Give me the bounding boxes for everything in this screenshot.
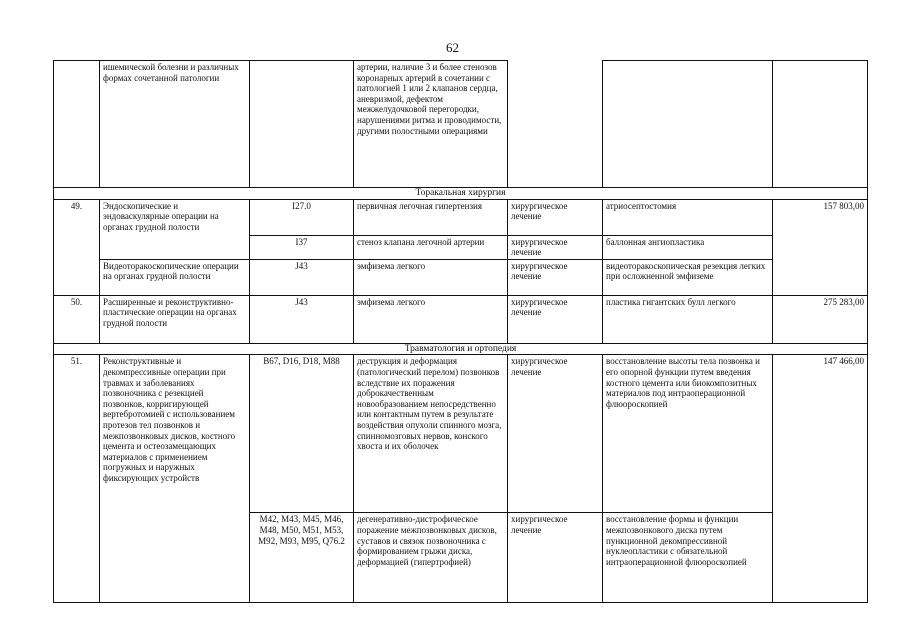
medical-care-table <box>53 60 868 603</box>
service-name-cell: Видеоторакоскопические операции на органах грудной полости <box>100 259 250 295</box>
treatment-method-cell: восстановление формы и функции межпозвонкового диска путем пункционной декомпрессивной нуклеопластики с обязательной интраоперационной флюороскопией <box>603 513 773 603</box>
table-row <box>54 199 868 235</box>
patient-model-cell: стеноз клапана легочной артерии <box>354 235 508 259</box>
icd-code-cell: I37 <box>250 235 354 259</box>
row-number-cell: 49. <box>54 199 100 295</box>
treatment-type-cell <box>508 61 603 188</box>
treatment-type-cell: хирургическое лечение <box>508 513 603 603</box>
treatment-method-cell: восстановление высоты тела позвонка и его опорной функции путем введения костного цемента или биокомпозитных материалов под интраоперационной флюороскопией <box>603 355 773 513</box>
icd-code-cell <box>250 61 354 188</box>
treatment-type-cell: хирургическое лечение <box>508 235 603 259</box>
section-title: Торакальная хирургия <box>54 188 868 200</box>
section-header-row <box>54 343 868 355</box>
price-cell <box>773 61 868 188</box>
treatment-method-cell: атриосептостомия <box>603 199 773 235</box>
patient-model-cell: эмфизема легкого <box>354 295 508 343</box>
price-cell: 147 466,00 <box>773 355 868 603</box>
table-row <box>54 295 868 343</box>
table-row <box>54 355 868 513</box>
treatment-type-cell: хирургическое лечение <box>508 199 603 235</box>
price-cell: 157 803,00 <box>773 199 868 295</box>
row-number-cell <box>54 61 100 188</box>
section-title: Травматология и ортопедия <box>54 343 868 355</box>
service-name-cell: Эндоскопические и эндоваскулярные операции на органах грудной полости <box>100 199 250 259</box>
treatment-method-cell: пластика гигантских булл легкого <box>603 295 773 343</box>
icd-code-cell: I27.0 <box>250 199 354 235</box>
icd-code-cell: J43 <box>250 295 354 343</box>
treatment-method-cell <box>603 61 773 188</box>
patient-model-cell: эмфизема легкого <box>354 259 508 295</box>
icd-code-cell: J43 <box>250 259 354 295</box>
row-number-cell: 50. <box>54 295 100 343</box>
icd-code-cell: B67, D16, D18, M88 <box>250 355 354 513</box>
icd-code-cell: M42, M43, M45, M46, M48, M50, M51, M53, M92, M93, M95, Q76.2 <box>250 513 354 603</box>
service-name-cell: ишемической болезни и различных формах сочетанной патологии <box>100 61 250 188</box>
treatment-type-cell: хирургическое лечение <box>508 295 603 343</box>
patient-model-cell: дегенеративно-дистрофическое поражение межпозвонковых дисков, суставов и связок позвоночника с формированием грыжи диска, деформацией (гипертрофией) <box>354 513 508 603</box>
service-name-cell: Расширенные и реконструктивно-пластические операции на органах грудной полости <box>100 295 250 343</box>
section-header-row <box>54 188 868 200</box>
treatment-type-cell: хирургическое лечение <box>508 355 603 513</box>
price-cell: 275 283,00 <box>773 295 868 343</box>
treatment-method-cell: баллонная ангиопластика <box>603 235 773 259</box>
table-row <box>54 259 868 295</box>
treatment-method-cell: видеоторакоскопическая резекция легких при осложненной эмфиземе <box>603 259 773 295</box>
patient-model-cell: артерии, наличие 3 и более стенозов коронарных артерий в сочетании с патологией 1 или 2 клапанов сердца, аневризмой, дефектом межжелудочковой перегородки, нарушениями ритма и проводимости, другими полостными операциями <box>354 61 508 188</box>
table-row <box>54 61 868 188</box>
page-number: 62 <box>446 40 459 55</box>
patient-model-cell: деструкция и деформация (патологический перелом) позвонков вследствие их поражения доброкачественным новообразованием непосредственно или контактным путем в результате воздействия опухоли спинного мозга, спинномозговых нервов, конского хвоста и их оболочек <box>354 355 508 513</box>
row-number-cell: 51. <box>54 355 100 603</box>
treatment-type-cell: хирургическое лечение <box>508 259 603 295</box>
service-name-cell: Реконструктивные и декомпрессивные операции при травмах и заболеваниях позвоночника с резекцией позвонков, корригирующей вертебротомией с использованием протезов тел позвонков и межпозвонковых дисков, костного цемента и остеозамещающих материалов с применением погружных и наружных фиксирующих устройств <box>100 355 250 603</box>
patient-model-cell: первичная легочная гипертензия <box>354 199 508 235</box>
